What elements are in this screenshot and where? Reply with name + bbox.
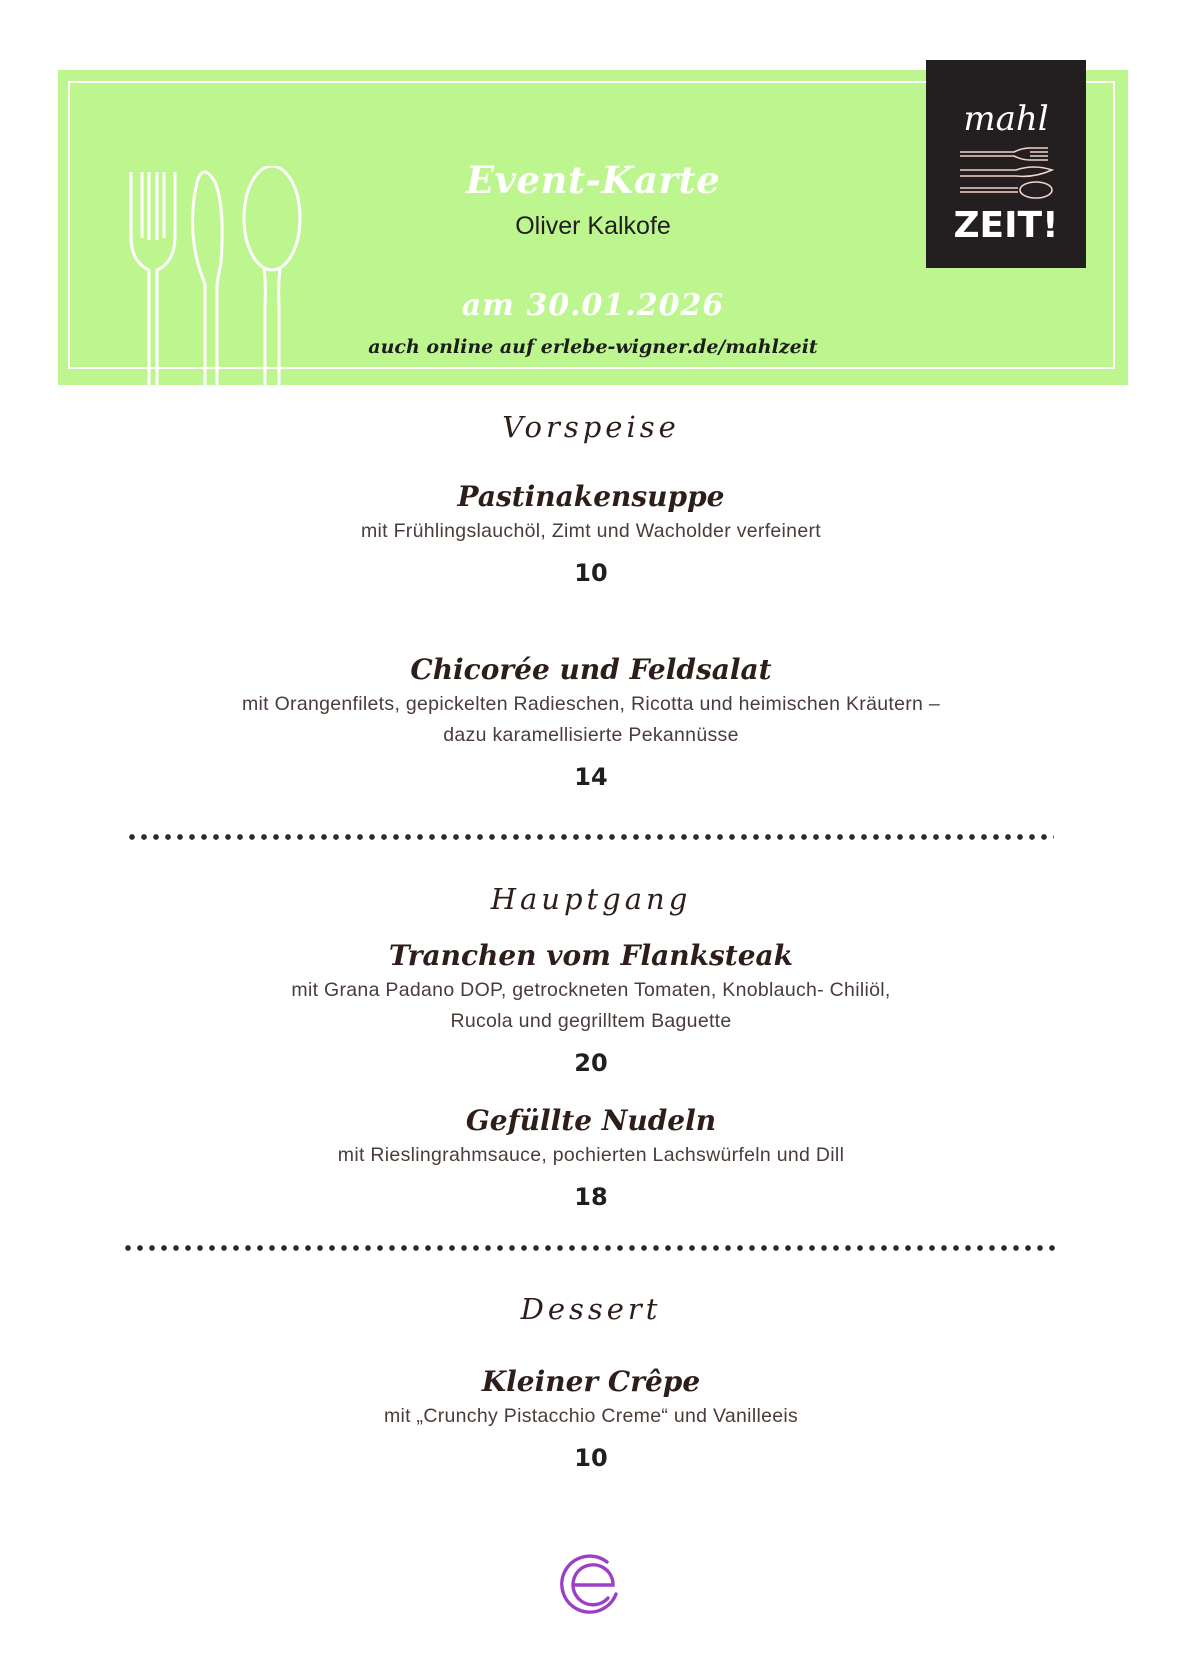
mahlzeit-logo <box>926 60 1086 268</box>
online-link-text: auch online auf erlebe-wigner.de/mahlzeit <box>368 336 818 358</box>
logo-mahl-text: mahl <box>963 99 1049 139</box>
section-title-vorspeise: Vorspeise <box>502 410 680 444</box>
dish-name: Kleiner Crêpe <box>481 1365 701 1398</box>
dish-item <box>0 651 1182 793</box>
e-circle-logo-icon <box>560 1552 626 1618</box>
dish-item <box>0 1102 1182 1213</box>
dotted-divider <box>122 1245 1058 1251</box>
section-title-dessert: Dessert <box>520 1292 662 1326</box>
dish-item <box>0 937 1182 1079</box>
dish-item <box>0 1363 1182 1474</box>
dish-name: Chicorée und Feldsalat <box>410 653 772 686</box>
dish-description: mit Frühlingslauchöl, Zimt und Wacholder verfeinert <box>360 520 821 542</box>
dish-description: dazu karamellisierte Pekannüsse <box>443 724 739 746</box>
dish-description: Rucola und gegrilltem Baguette <box>450 1010 732 1032</box>
dish-name: Pastinakensuppe <box>457 480 725 513</box>
dish-description: mit „Crunchy Pistacchio Creme“ und Vanilleeis <box>383 1405 799 1427</box>
dish-description: mit Orangenfilets, gepickelten Radieschen, Ricotta und heimischen Kräutern – <box>241 693 941 715</box>
dish-price: 10 <box>574 1444 608 1472</box>
dish-description: mit Rieslingrahmsauce, pochierten Lachswürfeln und Dill <box>337 1144 845 1166</box>
dish-name: Gefüllte Nudeln <box>465 1104 717 1137</box>
logo-cutlery-icon <box>956 142 1056 202</box>
section-title-hauptgang: Hauptgang <box>490 882 692 916</box>
dish-description: mit Grana Padano DOP, getrockneten Tomaten, Knoblauch- Chiliöl, <box>291 979 891 1001</box>
dish-item <box>0 478 1182 589</box>
dish-price: 18 <box>574 1183 608 1211</box>
dish-price: 10 <box>574 559 608 587</box>
event-title: Event-Karte <box>465 158 721 202</box>
dish-name: Tranchen vom Flanksteak <box>388 939 794 972</box>
dotted-divider <box>126 834 1054 840</box>
dish-price: 20 <box>574 1049 608 1077</box>
dish-price: 14 <box>574 763 608 791</box>
logo-zeit-text: ZEIT! <box>953 205 1059 246</box>
event-date: am 30.01.2026 <box>461 288 725 323</box>
event-host: Oliver Kalkofe <box>515 212 671 240</box>
